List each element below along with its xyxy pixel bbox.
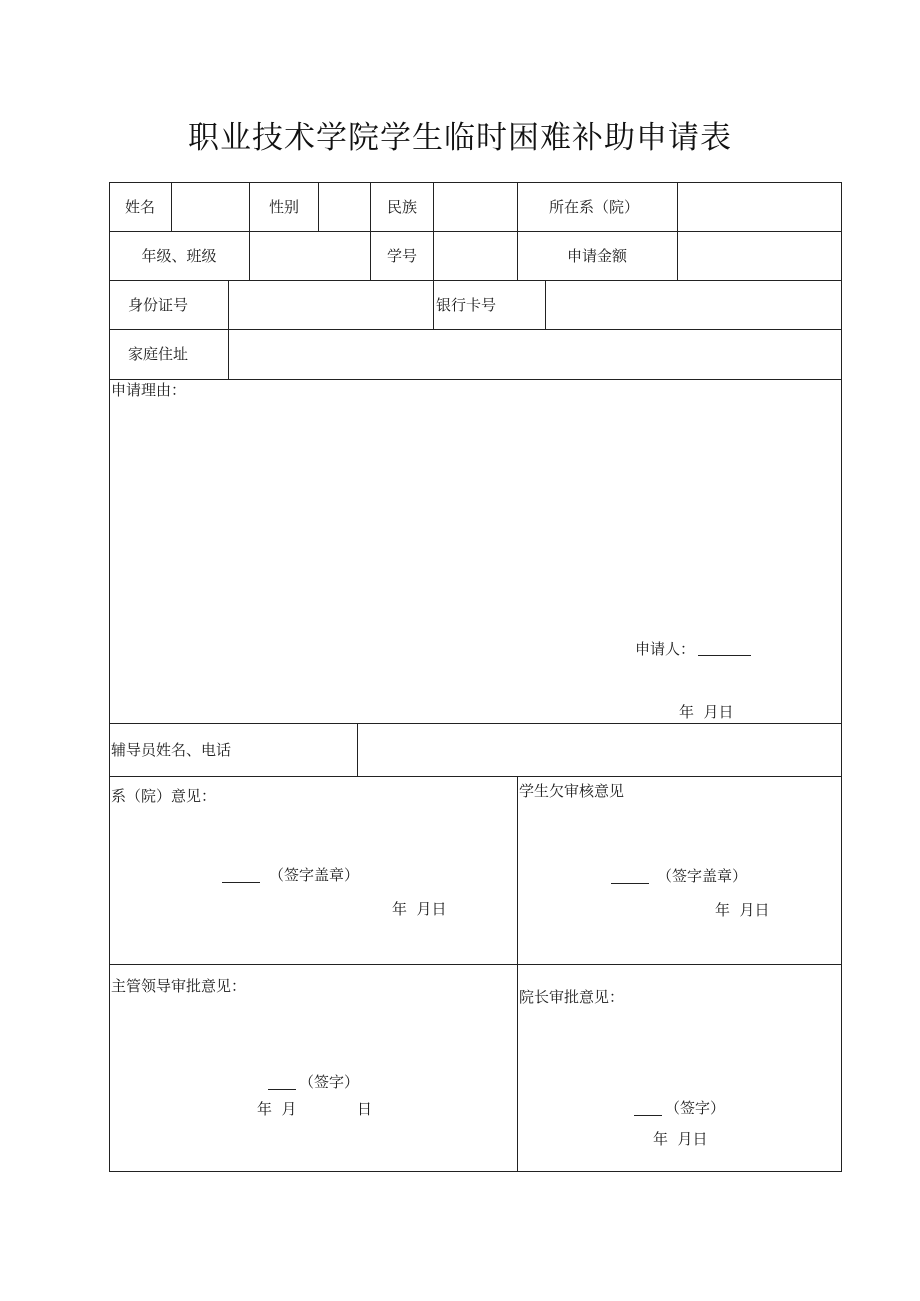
form-title: 职业技术学院学生临时困难补助申请表 [188, 120, 732, 156]
leader-opinion-label: 主管领导审批意见： [111, 977, 247, 995]
bank-card-label: 银行卡号 [436, 296, 497, 314]
department-label: 所在系（院） [548, 198, 640, 216]
applicant-label: 申请人： [635, 640, 696, 658]
cell-divider [228, 280, 229, 379]
name-label: 姓名 [124, 198, 156, 216]
row-divider [109, 776, 842, 777]
counselor-label: 辅导员姓名、电话 [111, 741, 232, 759]
address-label: 家庭住址 [127, 345, 189, 363]
applicant-signature-line [698, 641, 751, 656]
row-divider [109, 329, 842, 330]
amount-label: 申请金额 [566, 247, 628, 265]
table-border-top [109, 182, 842, 183]
dean-opinion-label: 院长审批意见： [519, 988, 625, 1006]
cell-divider [677, 182, 678, 281]
cell-divider [318, 182, 319, 231]
cell-divider [370, 182, 371, 281]
arrears-opinion-label: 学生欠审核意见 [519, 782, 625, 800]
table-border-bottom [109, 1171, 842, 1172]
table-border-left [109, 182, 110, 1172]
cell-divider [357, 723, 358, 776]
reason-date: 年 月日 [679, 703, 734, 721]
dept-opinion-label: 系（院）意见： [111, 787, 217, 805]
gender-label: 性别 [268, 198, 300, 216]
leader-signature-line [268, 1075, 296, 1090]
cell-divider [171, 182, 172, 231]
cell-divider [249, 182, 250, 281]
dean-date: 年 月日 [653, 1130, 708, 1148]
row-divider [109, 280, 842, 281]
dean-signature-line [634, 1101, 662, 1116]
arrears-date: 年 月日 [715, 901, 770, 919]
dept-sign-label: （签字盖章） [269, 866, 360, 884]
cell-divider [517, 776, 518, 1172]
row-divider [109, 723, 842, 724]
id-number-label: 身份证号 [127, 296, 189, 314]
ethnicity-label: 民族 [386, 198, 418, 216]
row-divider [109, 379, 842, 380]
arrears-signature-line [611, 869, 649, 884]
grade-class-label: 年级、班级 [141, 247, 217, 265]
arrears-sign-label: （签字盖章） [657, 867, 748, 885]
row-divider [109, 231, 842, 232]
dean-sign-label: （签字） [665, 1099, 726, 1117]
leader-sign-label: （签字） [299, 1073, 360, 1091]
student-id-label: 学号 [386, 247, 418, 265]
dept-signature-line [222, 868, 260, 883]
cell-divider [433, 182, 434, 281]
table-border-right [841, 182, 842, 1172]
cell-divider [517, 182, 518, 281]
reason-label: 申请理由： [111, 381, 187, 399]
dept-date: 年 月日 [392, 900, 447, 918]
row-divider [109, 964, 842, 965]
cell-divider [433, 280, 434, 329]
leader-date-day: 日 [357, 1100, 373, 1118]
leader-date-year-month: 年 月 [257, 1100, 297, 1118]
cell-divider [545, 280, 546, 329]
